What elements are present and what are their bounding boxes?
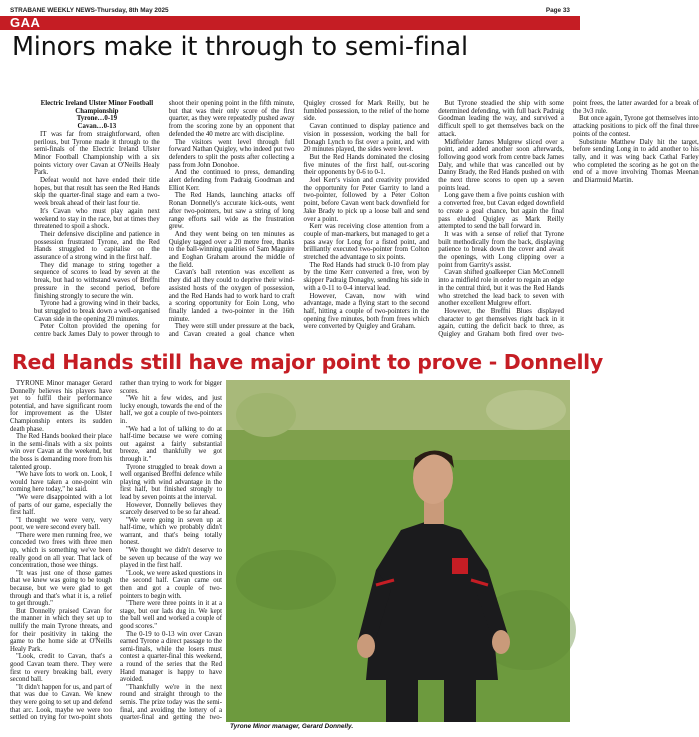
article-paragraph: But the Red Hands dominated the closing five minutes of the first half, out-scoring their opponents by 0-6 to 0-1. (303, 153, 430, 177)
article-paragraph: However, Cavan, now with wind advantage, made a flying start to the second half, hitting a couple of two-pointers in the opening five minutes, both from frees which were converted by Quigley and Graham. (303, 292, 430, 331)
article-paragraph: The visitors went level through full forward Nathan Quigley, who indeed put two defenders to split the posts after collecting a pass from John Donohoe. (168, 138, 295, 169)
article-paragraph: Peter Colton provided the opening for centre back James Daly to power through to shoot their opening point in the fifth minute, but that was their only score of the first quarter, as they were repeatedly pushed away from the scoring zone by an opponent that defended the 40 metre arc with discipline. (34, 100, 295, 339)
article-paragraph: However, the Breffni Blues displayed character to get themselves right back in it again, cutting the deficit back to three, as Quigley and Graham both fired over two-point frees, the latter awarded for a break of the 3v3 rule. (438, 100, 699, 339)
section-bar (0, 16, 580, 30)
article-paragraph: Long gave them a five points cushion with a converted free, but Cavan edged downfield to create a goal chance, but again the final pass eluded Quigley as Mark Reilly attempted to send the ball forward in. (438, 192, 564, 231)
article-paragraph: But Donnelly praised Cavan for the manner in which they set up to nullify the main Tyrone threats, and for their positivity in taking the game to the home side at O'Neills Healy Park. (10, 607, 112, 653)
article-kicker: Electric Ireland Ulster Minor Football Championship (40, 100, 154, 115)
article-paragraph: "We hit a few wides, and just lucky enough, towards the end of the half, we got a couple of two-pointers in. (120, 395, 222, 425)
article-paragraph: Cavan's ball retention was excellent as they did all they could to deprive their wind-assisted hosts of the oxygen of possession, and the Red Hands had to work hard to craft a scoring opportunity for Eoin Long, who finally landed a two-pointer in the 16th minute. (168, 269, 295, 323)
score-line-cavan: Cavan…0-13 (77, 123, 117, 131)
article-paragraph: The 0-19 to 0-13 win over Cavan earned Tyrone a direct passage to the semi-finals, while the losers must contest a quarter-final this weekend, a round of the series that the Red Hand manager is happy to have avoided. (120, 630, 222, 684)
article-paragraph: "We were disappointed with a lot of parts of our game, especially the first half. (10, 493, 112, 517)
article-paragraph: "I thought we were very, very poor, we were second every ball. (10, 516, 112, 532)
photo-manager (226, 380, 570, 722)
article-paragraph: "It was just one of those games that we knew was going to be tough because, but we were glad to get through and that's what it is, a relief to get through." (10, 569, 112, 608)
photo-illustration (226, 380, 570, 722)
article-paragraph: The Red Hands booked their place in the semi-finals with a six points win over Cavan at the weekend, but the boss is demanding more from his talented group. (10, 433, 112, 471)
page-number: Page 33 (545, 7, 570, 14)
article-paragraph: Midfielder James Mulgrew sliced over a point, and added another soon afterwards, following good work from centre back James Daly, and while that was cancelled out by Danny Brady, the Red Hands pushed on with the next three scores to open up a seven points lead. (438, 138, 564, 192)
article-paragraph: "We had a lot of talking to do at half-time because we were coming out against a fairly substantial breeze, and thankfully we got through it." (120, 425, 222, 463)
headline-minors: Minors make it through to semi-final (12, 32, 468, 62)
article-paragraph: "We have lots to work on. Look, I would have taken a one-point win coming here today," he said. (10, 471, 112, 494)
article-paragraph: "There were three points in it at a stage, but our lads dug in. We kept the ball well and worked a couple of good scores." (120, 600, 222, 630)
article-paragraph: It was with a sense of relief that Tyrone built methodically from the back, displaying patience to break down the cover and await the openings, with Long clipping over a point from Garrity's assist. (438, 230, 564, 269)
article-paragraph: "Look, we were asked questions in the second half. Cavan came out then and got a couple of two-pointers to begin with. (120, 569, 222, 600)
article-paragraph: The Red Hands had struck 0-10 from play by the time Kerr converted a free, won by skipper Padraig Donaghy, sending his side in with a 0-11 to 0-4 interval lead. (303, 261, 430, 292)
article-paragraph: They did manage to string together a sequence of scores to lead by seven at the break, but had to withstand waves of Breffni pressure in the second period, before finishing strongly to secure the win. (34, 261, 160, 300)
article-paragraph: "We were going in seven up at half-time, which we probably didn't warrant, and that's being totally honest. (120, 516, 222, 547)
article-body-donnelly (10, 380, 222, 732)
score-line-tyrone: Tyrone…0-19 (76, 115, 118, 123)
article-paragraph: Their defensive discipline and patience in possession frustrated Tyrone, and the Red Hands struggled to capitalise on the assurance of a strong wind in the first half. (34, 230, 160, 262)
article-paragraph: They were still under pressure at the back, and Cavan created a goal chance when Quigley crossed for Mark Reilly, but he fumbled possession, to the relief of the home side. (168, 100, 430, 339)
article-paragraph: The Red Hands, launching attacks off Ronan Donnelly's accurate kick-outs, went after two-pointers, but saw a string of long range efforts sail wide as the frustration grew. (168, 192, 295, 231)
article-paragraph: But once again, Tyrone got themselves into attacking positions to pick off the final three points of the contest. (573, 115, 699, 138)
photo-caption: Tyrone Minor manager, Gerard Donnelly. (230, 723, 354, 730)
article-paragraph: And the continued to press, demanding alert defending from Padraig Goodman and Elliot Kerr. (168, 169, 295, 192)
article-paragraph: Tyrone had a growing wind in their backs, but struggled to break down a well-organised Cavan side in the opening 20 minutes. (34, 300, 160, 323)
article-paragraph: "Thankfully we're in the next round and straight through to the semis. The prize today was the semi-final, and avoiding the lottery of a quarter-final and getting the two- (120, 683, 222, 722)
article-paragraph: However, Donnelly believes they scarcely deserved to be so far ahead. (120, 501, 222, 517)
article-paragraph: "There were men running free, we conceded two frees with three men up, which is something we've been really good on all year. That lack of concentration, those wee things. (10, 531, 112, 570)
article-paragraph: Substitute Matthew Daly hit the target, before sending Long in to add another to his tally, and it was wing back Cathal Farley who completed the scoring as he got on the end of a move involving Thomas Meenan and Diarmuid Martin. (573, 138, 699, 185)
article-paragraph: Tyrone struggled to break down a well organised Breffni defence while playing with wind advantage in the first half, but finished strongly to lead by seven points at the interval. (120, 463, 222, 501)
article-paragraph: IT was far from straightforward, often perilous, but Tyrone made it through to the semi-finals of the Electric Ireland Ulster Minor Football Championship with a six points victory over Cavan at O'Neills Healy Park. (34, 130, 160, 177)
article-paragraph: TYRONE Minor manager Gerard Donnelly believes his players have yet to fulfil their performance potential, and have significant room for improvement as the Ulster Championship enters its sudden death phase. (10, 380, 112, 433)
article-body-minors (34, 100, 699, 345)
article-paragraph: Cavan shifted goalkeeper Cian McConnell into a midfield role in order to regain an edge in the central third, but it was the Red Hands who stretched the lead back to seven with another excellent Mulgrew effort. (438, 269, 564, 308)
article-paragraph: Cavan continued to display patience and vision in possession, working the ball for Donagh Lynch to fist over a point, and with 20 minutes played, the sides were level. (303, 123, 430, 154)
article-paragraph: It's Cavan who must play again next weekend to stay in the race, but at times they threatened to spoil a shock. (34, 207, 160, 231)
article-paragraph: "Look, credit to Cavan, that's a good Cavan team there. They were first to every breaking ball, every second ball. (10, 653, 112, 684)
headline-donnelly: Red Hands still have major point to prove - Donnelly (12, 350, 603, 374)
article-paragraph: Defeat would not have ended their title hopes, but that result has seen the Red Hands skip the quarter-final stage and earn a two-week break ahead of their last four tie. (34, 177, 160, 208)
article-paragraph: Kerr was receiving close attention from a couple of man-markers, but managed to get a pass away for Long for a fisted point, and brilliantly executed two-pointer from Colton stretched the advantage to six points. (303, 223, 430, 262)
article-paragraph: "We thought we didn't deserve to be seven up because of the way we played in the first half. (120, 547, 222, 570)
article-paragraph: But Tyrone steadied the ship with some determined defending, with full back Padraig Goodman leading the way, and survived a difficult spell to get themselves back on the attack. (438, 100, 564, 138)
article-paragraph: Joel Kerr's vision and creativity provided the opportunity for Peter Garrity to land a two-pointer, followed by a Peter Colton point, before Cavan went back downfield for Jake Brady to pick up a loose ball and send over a point. (303, 177, 430, 223)
article-paragraph: And they went being on ten minutes as Quigley tagged over a 20 metre free, thanks to the ball-winning qualities of Sam Maguire and Eoghan Graham around the middle of the field. (168, 230, 295, 269)
running-title: STRABANE WEEKLY NEWS-Thursday, 8th May 2025 (10, 7, 169, 14)
article-paragraph: "It didn't happen for us, and part of that was due to Cavan. We knew they were going to set up and defend that arc. Look, maybe we were too settled on trying for two-point shots rather than trying to work for bigger scores. (10, 380, 222, 722)
section-label: GAA (10, 15, 41, 30)
